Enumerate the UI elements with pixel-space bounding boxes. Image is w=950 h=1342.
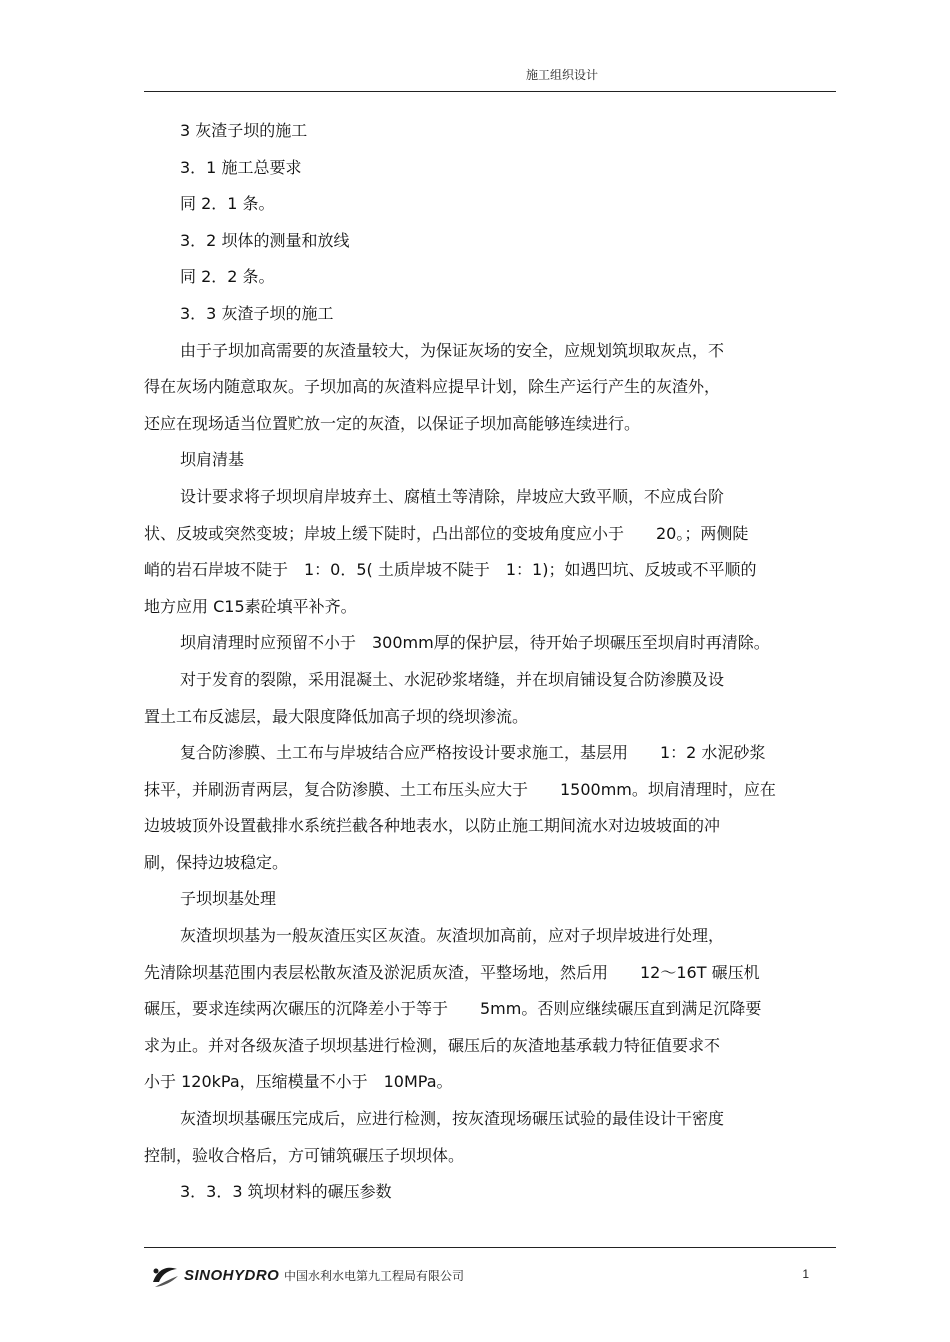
- text-line: 复合防渗膜、土工布与岸坡结合应严格按设计要求施工，基层用 1：2 水泥砂浆: [180, 743, 766, 763]
- header-title: 施工组织设计: [526, 68, 599, 82]
- text-line: 峭的岩石岸坡不陡于 1：0．5( 土质岸坡不陡于 1：1)；如遇凹坑、反坡或不平顺的: [144, 560, 757, 580]
- subsection-heading: 3．1 施工总要求: [180, 157, 302, 177]
- topic-heading: 坝肩清基: [180, 450, 245, 470]
- text-line: 抹平，并刷沥青两层，复合防渗膜、土工布压头应大于 1500mm。坝肩清理时，应在: [144, 779, 776, 799]
- text-line: 控制，验收合格后，方可铺筑碾压子坝坝体。: [144, 1145, 465, 1165]
- subsection-heading: 3．3．3 筑坝材料的碾压参数: [180, 1182, 392, 1202]
- section-heading: 3 灰渣子坝的施工: [180, 121, 308, 140]
- text-line: 灰渣坝坝基为一般灰渣压实区灰渣。灰渣坝加高前，应对子坝岸坡进行处理，: [180, 926, 725, 946]
- text-line: 置土工布反滤层，最大限度降低加高子坝的绕坝渗流。: [144, 706, 529, 726]
- text-line: 状、反坡或突然变坡；岸坡上缓下陡时，凸出部位的变坡角度应小于 20。；两侧陡: [144, 523, 749, 543]
- text-line: 求为止。并对各级灰渣子坝坝基进行检测，碾压后的灰渣地基承载力特征值要求不: [144, 1035, 721, 1055]
- text-line: 刷，保持边坡稳定。: [144, 852, 289, 872]
- subsection-heading: 3．2 坝体的测量和放线: [180, 230, 350, 250]
- subsection-heading: 3．3 灰渣子坝的施工: [180, 303, 334, 323]
- text-line: 还应在现场适当位置贮放一定的灰渣，以保证子坝加高能够连续进行。: [144, 413, 641, 433]
- logo-wordmark: SINOHYDRO: [184, 1267, 280, 1284]
- text-line: 由于子坝加高需要的灰渣量较大，为保证灰场的安全，应规划筑坝取灰点，不: [180, 340, 725, 360]
- text-line: 地方应用 C15素砼填平补齐。: [144, 596, 357, 616]
- footer-divider: [144, 1247, 836, 1248]
- text-line: 得在灰场内随意取灰。子坝加高的灰渣料应提早计划，除生产运行产生的灰渣外，: [144, 377, 721, 397]
- text-line: 灰渣坝坝基碾压完成后，应进行检测，按灰渣现场碾压试验的最佳设计干密度: [180, 1109, 725, 1129]
- text-line: 同 2．1 条。: [180, 194, 275, 214]
- topic-heading: 子坝坝基处理: [180, 889, 277, 909]
- text-line: 坝肩清理时应预留不小于 300mm厚的保护层，待开始子坝碾压至坝肩时再清除。: [180, 633, 770, 653]
- text-line: 对于发育的裂隙，采用混凝土、水泥砂浆堵缝，并在坝肩铺设复合防渗膜及设: [180, 669, 725, 689]
- text-line: 小于 120kPa，压缩模量不小于 10MPa。: [144, 1072, 453, 1092]
- company-logo: [150, 1262, 280, 1290]
- sinohydro-mark-icon: [150, 1262, 180, 1290]
- text-line: 碾压，要求连续两次碾压的沉降差小于等于 5mm。否则应继续碾压直到满足沉降要: [144, 999, 762, 1019]
- text-line: 同 2．2 条。: [180, 267, 275, 287]
- text-line: 边坡坡顶外设置截排水系统拦截各种地表水，以防止施工期间流水对边坡坡面的冲: [144, 816, 721, 836]
- company-name: 中国水利水电第九工程局有限公司: [284, 1269, 465, 1283]
- text-line: 设计要求将子坝坝肩岸坡弃土、腐植土等清除，岸坡应大致平顺，不应成台阶: [180, 486, 725, 506]
- page-footer: [144, 1258, 836, 1294]
- page-header: [144, 60, 836, 92]
- text-line: 先清除坝基范围内表层松散灰渣及淤泥质灰渣，平整场地，然后用 12～16T 碾压机: [144, 962, 760, 982]
- page-number: 1: [802, 1267, 809, 1281]
- document-body: [144, 113, 836, 1211]
